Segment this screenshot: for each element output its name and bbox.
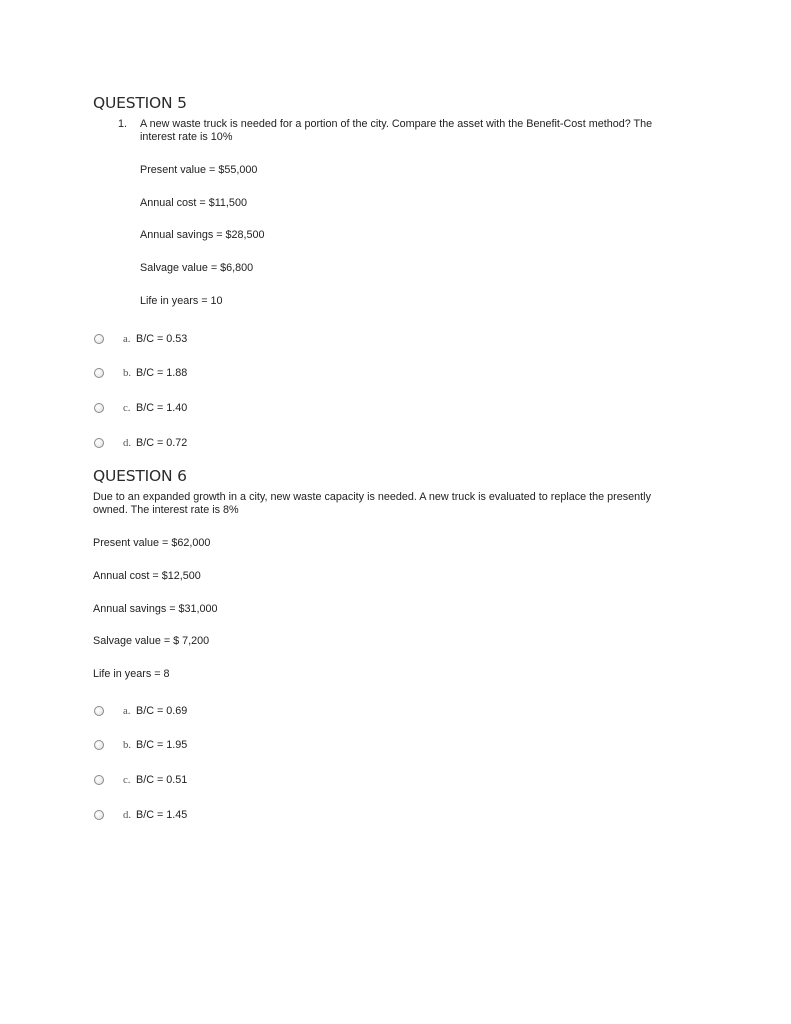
question-5-prompt-line-2: interest rate is 10% [140, 131, 233, 143]
option-letter: c. [123, 774, 131, 786]
question-6-title: QUESTION 6 [93, 467, 187, 485]
question-6-option-c[interactable] [94, 772, 187, 788]
question-6-life: Life in years = 8 [93, 668, 170, 680]
option-text: B/C = 0.69 [136, 705, 188, 717]
radio-button[interactable] [94, 403, 104, 413]
option-letter: a. [123, 333, 131, 345]
question-6-annual-cost: Annual cost = $12,500 [93, 570, 201, 582]
radio-button[interactable] [94, 368, 104, 378]
question-6-option-b[interactable] [94, 737, 187, 753]
option-letter: b. [123, 739, 132, 751]
option-letter: d. [123, 809, 132, 821]
radio-button[interactable] [94, 810, 104, 820]
question-5-annual-cost: Annual cost = $11,500 [140, 197, 247, 209]
question-5-present-value: Present value = $55,000 [140, 164, 258, 176]
question-5-number: 1. [118, 118, 128, 130]
radio-button[interactable] [94, 740, 104, 750]
question-6-present-value: Present value = $62,000 [93, 537, 211, 549]
question-5-option-b[interactable] [94, 365, 187, 381]
question-5-title: QUESTION 5 [93, 94, 187, 112]
question-5-salvage-value: Salvage value = $6,800 [140, 262, 254, 274]
option-letter: a. [123, 705, 131, 717]
radio-button[interactable] [94, 438, 104, 448]
question-6-option-a[interactable] [94, 703, 187, 719]
question-5-option-c[interactable] [94, 400, 187, 416]
option-text: B/C = 0.53 [136, 333, 188, 345]
question-6-option-d[interactable] [94, 807, 187, 823]
question-6-salvage-value: Salvage value = $ 7,200 [93, 635, 210, 647]
option-letter: d. [123, 437, 132, 449]
question-5-option-d[interactable] [94, 435, 187, 451]
radio-button[interactable] [94, 775, 104, 785]
question-5-annual-savings: Annual savings = $28,500 [140, 229, 265, 241]
option-text: B/C = 1.45 [136, 809, 188, 821]
option-text: B/C = 0.72 [136, 437, 188, 449]
radio-button[interactable] [94, 334, 104, 344]
option-text: B/C = 1.40 [136, 402, 188, 414]
question-6-prompt-line-2: owned. The interest rate is 8% [93, 504, 239, 516]
option-letter: b. [123, 367, 132, 379]
question-5-option-a[interactable] [94, 331, 187, 347]
option-text: B/C = 1.95 [136, 739, 188, 751]
question-5-prompt-line-1: A new waste truck is needed for a portion of the city. Compare the asset with the Benefit-Cost method? The [140, 118, 653, 130]
question-6-prompt-line-1: Due to an expanded growth in a city, new waste capacity is needed. A new truck is evaluated to replace the presently [93, 491, 651, 503]
option-letter: c. [123, 402, 131, 414]
radio-button[interactable] [94, 706, 104, 716]
question-6-annual-savings: Annual savings = $31,000 [93, 603, 218, 615]
option-text: B/C = 0.51 [136, 774, 188, 786]
option-text: B/C = 1.88 [136, 367, 188, 379]
question-5-life: Life in years = 10 [140, 295, 223, 307]
